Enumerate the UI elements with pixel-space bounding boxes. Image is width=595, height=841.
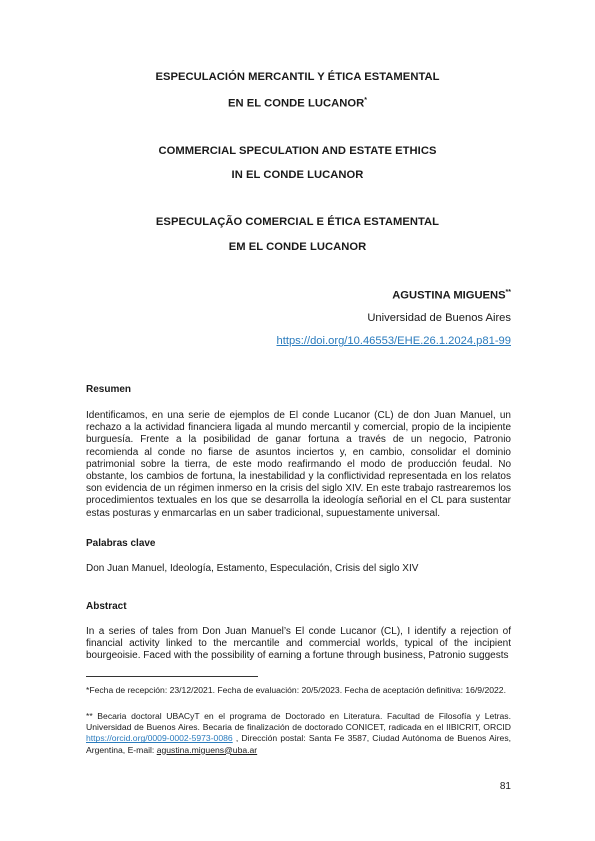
title-english-line2: IN EL CONDE LUCANOR (231, 169, 364, 181)
title-portuguese-line2: EM EL CONDE LUCANOR (228, 241, 367, 253)
email-link[interactable]: agustina.miguens@uba.ar (156, 744, 258, 755)
footnote-author-text: ** Becaria doctoral UBACyT en el programa de Doctorado en Literatura. Facultad de Filosofía y Letras. Universidad de Buenos Aires. Becaria de finalización de doctorado CONICET, radicada en el IIBICRIT, ORCID (86, 711, 511, 733)
footnote-address: , Dirección postal: Santa Fe 3587, Ciudad Autónoma de Buenos Aires, Argentina, E-mail: (86, 733, 511, 755)
author-name (392, 289, 511, 302)
orcid-link[interactable]: https://orcid.org/0009-0002-5973-0086 (86, 733, 233, 744)
resumen-text: Identificamos, en una serie de ejemplos de El conde Lucanor (CL) de don Juan Manuel, un rechazo a la actividad financiera ligada al mundo mercantil y comercial, propio de la incipiente burguesía. Frente a la posibilidad de ganar fortuna a través de un negocio, Patronio recomienda al conde no fiarse de asuntos inciertos y, en cambio, consolidar el dominio patrimonial sobre la tierra, de este modo reafirmando el modo de producción feudal. No obstante, los cambios de fortuna, la inestabilidad y la conflictividad representada en los relatos son evidencia de un régimen inmerso en la crisis del siglo XIV. En este trabajo rastrearemos los procedimientos textuales en los que se desarrolla la ideología señorial en el CL para sustentar estas posturas y enmarcarlas en un saber tradicional, supuestamente universal. (86, 410, 511, 519)
title-spanish-line2-text: EN EL CONDE LUCANOR (227, 97, 365, 110)
abstract-heading: Abstract (86, 601, 127, 612)
doi-link[interactable]: https://doi.org/10.46553/EHE.26.1.2024.p81-99 (276, 335, 511, 347)
resumen-heading: Resumen (86, 384, 132, 395)
title-english-line1: COMMERCIAL SPECULATION AND ESTATE ETHICS (158, 145, 437, 157)
footnote-divider (86, 676, 258, 677)
title-portuguese-line1: ESPECULAÇÃO COMERCIAL E ÉTICA ESTAMENTAL (155, 216, 440, 228)
footnote-dates: *Fecha de recepción: 23/12/2021. Fecha de evaluación: 20/5/2023. Fecha de aceptación definitiva: 16/9/2022. (86, 685, 506, 695)
author-footnote-mark: ** (505, 289, 511, 296)
author-affiliation: Universidad de Buenos Aires (367, 312, 511, 324)
footnote-author (86, 711, 511, 756)
palabras-clave-heading: Palabras clave (86, 538, 156, 549)
title-spanish-line1: ESPECULACIÓN MERCANTIL Y ÉTICA ESTAMENTAL (155, 71, 440, 83)
title-spanish-line2 (0, 97, 595, 110)
abstract-text: In a series of tales from Don Juan Manuel’s El conde Lucanor (CL), I identify a rejection of financial activity linked to the mercantile and commercial worlds, typical of the incipient bourgeoisie. Faced with the possibility of earning a fortune through business, Patronio suggests (86, 626, 511, 662)
title-footnote-mark: * (364, 97, 368, 104)
palabras-clave-text: Don Juan Manuel, Ideología, Estamento, Especulación, Crisis del siglo XIV (86, 563, 419, 574)
page-number: 81 (499, 781, 511, 792)
author-name-text: AGUSTINA MIGUENS (392, 289, 506, 302)
